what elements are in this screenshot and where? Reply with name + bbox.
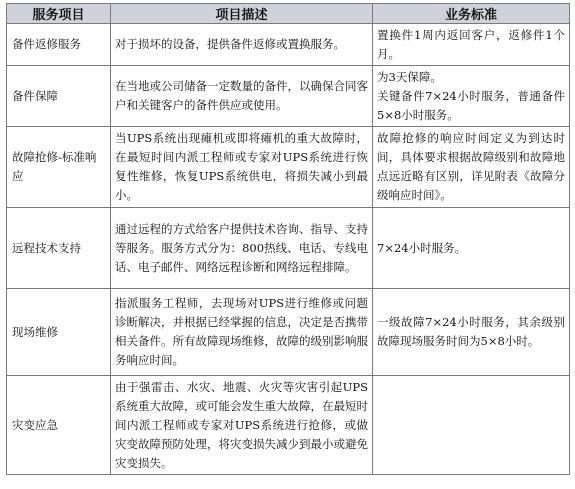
header-service-item: 服务项目 xyxy=(7,4,111,24)
service-item-cell: 备件保障 xyxy=(7,66,111,127)
standard-cell: 一级故障7×24小时服务，其余级别故障现场服务时间为5×8小时。 xyxy=(373,289,570,376)
table-row xyxy=(7,208,570,289)
description-cell: 由于强雷击、水灾、地震、火灾等灾害引起UPS系统重大故障，或可能会发生重大故障，在最短时间内派工程师或专家对UPS系统进行抢修，或做灾变故障预防处理，将灾变损失减少到最小或避免灾变损失。 xyxy=(111,376,373,475)
header-business-standard: 业务标准 xyxy=(373,4,570,24)
service-table-container xyxy=(6,3,569,475)
description-cell: 当UPS系统出现瘫机或即将瘫机的重大故障时，在最短时间内派工程师或专家对UPS系统进行恢复性维修，恢复UPS系统供电，将损失减小到最小。 xyxy=(111,127,373,208)
standard-cell: 故障抢修的响应时间定义为到达时间，具体要求根据故障级别和故障地点远近略有区别，详见附表《故障分级响应时间》。 xyxy=(373,127,570,208)
table-header-row xyxy=(7,4,570,24)
service-item-cell: 备件返修服务 xyxy=(7,24,111,66)
service-item-cell: 灾变应急 xyxy=(7,376,111,475)
header-item-description: 项目描述 xyxy=(111,4,373,24)
table-row xyxy=(7,376,570,475)
standard-cell xyxy=(373,376,570,475)
standard-cell: 为3天保障。 关键备件7×24小时服务，普通备件5×8小时服务。 xyxy=(373,66,570,127)
service-item-cell: 故障抢修-标准响应 xyxy=(7,127,111,208)
description-cell: 在当地或公司储备一定数量的备件，以确保合同客户和关键客户的备件供应或使用。 xyxy=(111,66,373,127)
standard-cell: 置换件1周内返回客户，返修件1个月。 xyxy=(373,24,570,66)
standard-cell: 7×24小时服务。 xyxy=(373,208,570,289)
service-item-cell: 现场维修 xyxy=(7,289,111,376)
service-item-cell: 远程技术支持 xyxy=(7,208,111,289)
description-cell: 对于损坏的设备，提供备件返修或置换服务。 xyxy=(111,24,373,66)
description-cell: 通过远程的方式给客户提供技术咨询、指导、支持等服务。服务方式分为：800热线、电话、专线电话、电子邮件、网络远程诊断和网络远程排障。 xyxy=(111,208,373,289)
description-cell: 指派服务工程师，去现场对UPS进行维修或问题诊断解决，并根据已经掌握的信息，决定是否携带相关备件。所有故障现场维修，故障的级别影响服务响应时间。 xyxy=(111,289,373,376)
table-row xyxy=(7,289,570,376)
table-row xyxy=(7,127,570,208)
table-row xyxy=(7,24,570,66)
table-row xyxy=(7,66,570,127)
service-standards-table xyxy=(6,3,570,475)
